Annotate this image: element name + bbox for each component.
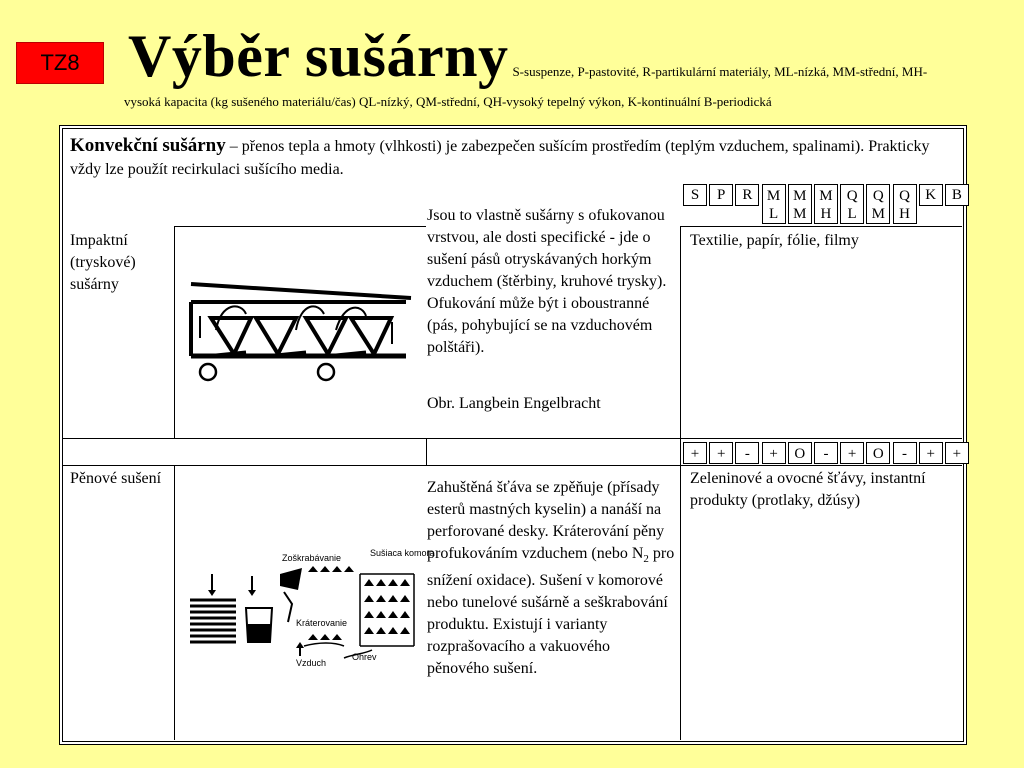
- figure-label-chamber: Sušiaca komora: [370, 548, 435, 558]
- section-heading: [70, 134, 955, 181]
- column-header: B: [945, 184, 969, 206]
- divider: [174, 226, 175, 438]
- column-header: Q M: [866, 184, 890, 224]
- value-cell: -: [893, 442, 917, 464]
- divider: [680, 226, 962, 227]
- column-header: Q L: [840, 184, 864, 224]
- title-line: [128, 22, 994, 91]
- value-cell: +: [840, 442, 864, 464]
- column-header: S: [683, 184, 707, 206]
- value-cells: [683, 442, 971, 464]
- figure-label-cratering: Kráterovanie: [296, 618, 348, 628]
- divider: [174, 226, 426, 227]
- divider: [426, 438, 427, 466]
- legend-line-1: S-suspenze, P-pastovité, R-partikulární materiály, ML-nízká, MM-střední, MH-: [512, 64, 928, 79]
- figure-label-scraping: Zoškrabávanie: [282, 553, 342, 563]
- value-cell: +: [709, 442, 733, 464]
- value-cell: -: [735, 442, 759, 464]
- section-heading-text: – přenos tepla a hmoty (vlhkosti) je zabezpečen sušícím prostředím (teplým vzduchem, spalinami). Prakticky vždy lze použít recirkulaci sušícího media.: [70, 138, 930, 178]
- column-header: M H: [814, 184, 838, 224]
- description-subscript: 2: [643, 553, 649, 566]
- value-cell: O: [788, 442, 812, 464]
- column-header: P: [709, 184, 733, 206]
- column-header-cells: [683, 184, 971, 224]
- divider: [62, 465, 962, 466]
- figure-label-air: Vzduch: [296, 658, 327, 668]
- column-header: R: [735, 184, 759, 206]
- value-cell: +: [945, 442, 969, 464]
- figure-caption: Obr. Langbein Engelbracht: [427, 395, 601, 412]
- foam-drying-figure: [184, 546, 435, 676]
- section-heading-title: Konvekční sušárny: [70, 135, 226, 156]
- slide-badge: TZ8: [16, 42, 104, 84]
- row-applications-impaktni: Textilie, papír, fólie, filmy: [690, 232, 859, 249]
- column-header: Q H: [893, 184, 917, 224]
- column-header: M L: [762, 184, 786, 224]
- value-cell: +: [762, 442, 786, 464]
- value-cell: +: [683, 442, 707, 464]
- divider: [174, 465, 175, 740]
- row-description-penove: [427, 477, 675, 680]
- description-part-b: pro snížení oxidace). Sušení v komorové nebo tunelové sušárně a seškrabování produktu. Existují i varianty rozprašovacího a vakuového pěnového sušení.: [427, 545, 675, 678]
- column-header: M M: [788, 184, 812, 224]
- row-applications-penove: Zeleninové a ovocné šťávy, instantní produkty (protlaky, džúsy): [690, 470, 926, 509]
- page-title: Výběr sušárny: [128, 23, 509, 89]
- value-cell: O: [866, 442, 890, 464]
- value-cell: -: [814, 442, 838, 464]
- value-cell: +: [919, 442, 943, 464]
- row-name-penove: Pěnové sušení: [70, 470, 162, 487]
- description-part-a: Zahuštěná šťáva se zpěňuje (přísady esterů mastných kyselin) a nanáší na perforované desky. Kráterování pěny profukováním vzduchem (nebo N: [427, 479, 665, 562]
- divider: [680, 226, 681, 740]
- row-description-impaktni: Jsou to vlastně sušárny s ofukovanou vrstvou, ale dosti specifické - jde o sušení pásů otryskávaných horkým vzduchem (štěrbiny, kruhové trysky). Ofukování může být i oboustranné (pás, pohybující se na vzduchovém polštáři).: [427, 207, 667, 356]
- divider: [62, 438, 962, 439]
- row-name-impaktni: Impaktní (tryskové) sušárny: [70, 232, 136, 293]
- impingement-dryer-figure: [186, 272, 416, 384]
- legend-line-2: vysoká kapacita (kg sušeného materiálu/čas) QL-nízký, QM-střední, QH-vysoký tepelný výkon, K-kontinuální B-periodická: [124, 94, 772, 109]
- column-header: K: [919, 184, 943, 206]
- figure-label-heating: Ohrev: [352, 652, 377, 662]
